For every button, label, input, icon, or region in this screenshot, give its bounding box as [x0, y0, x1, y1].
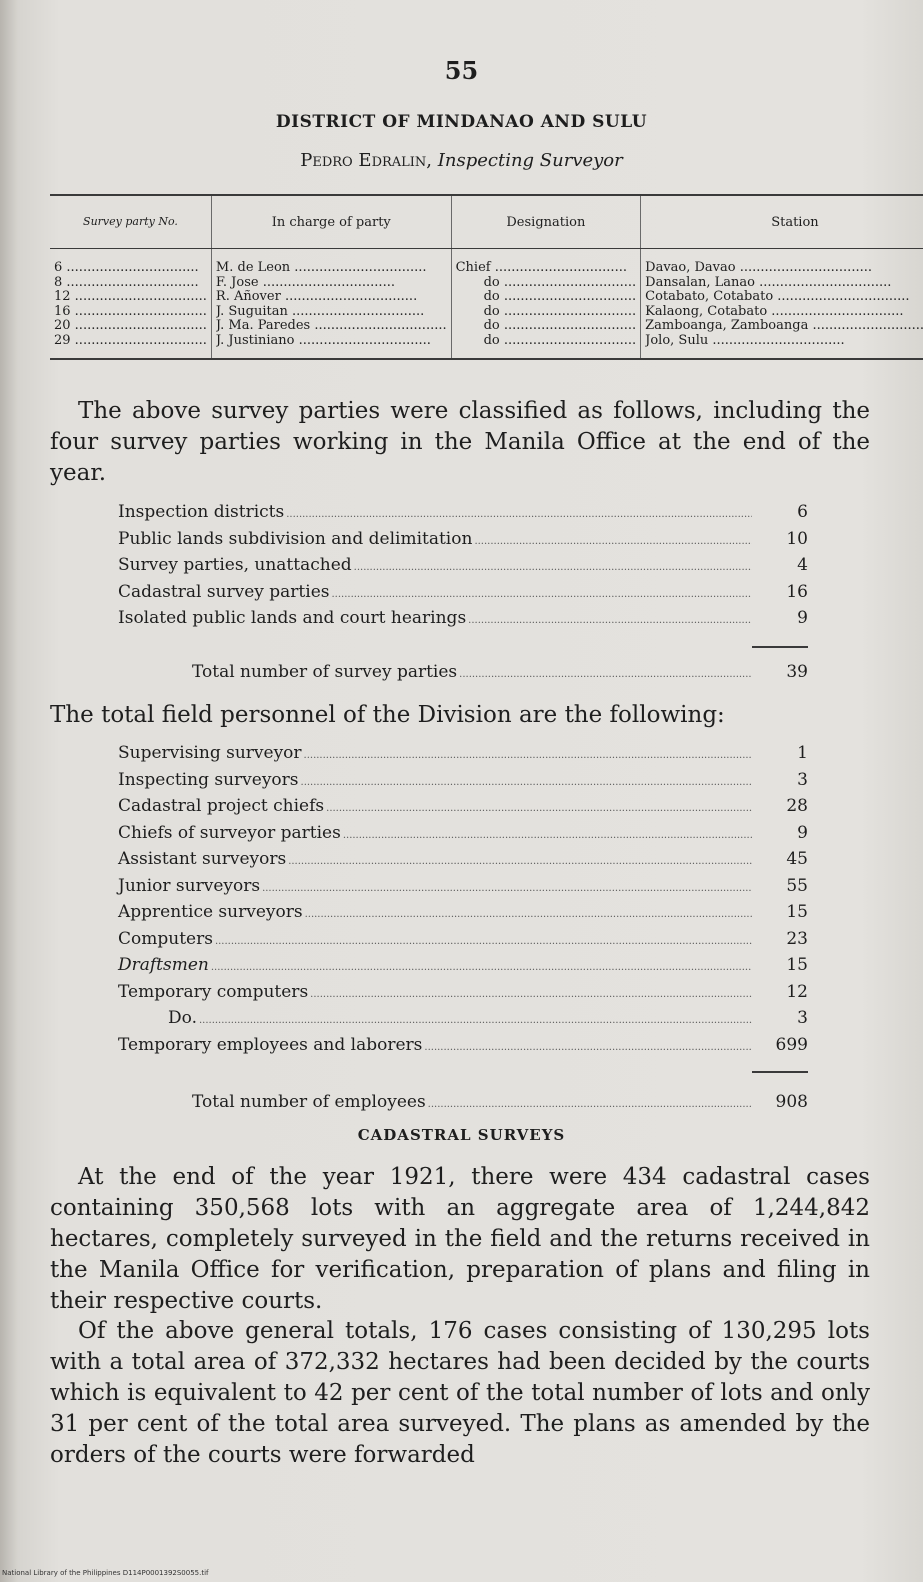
- list-item: Draftsmen ..... 15: [118, 955, 808, 982]
- column-party-no: 6 ..... 8 ..... 12 ..... 16 ..... 20 ..... 29 .....: [50, 249, 211, 360]
- header-survey-party-no: Survey party No.: [50, 195, 211, 249]
- paragraph-court-decisions: Of the above general totals, 176 cases consisting of 130,295 lots with a total area of 372,332 hectares had been decided by the courts which is equivalent to 42 per cent of the total number of lots and only 31 per cent of the total area surveyed. The plans as amended by the orders of the courts were forwarded: [50, 1318, 870, 1468]
- page-number: 55: [444, 56, 479, 85]
- paragraph-personnel-intro: The total field personnel of the Division are the following:: [50, 702, 725, 728]
- scan-footer-note: National Library of the Philippines D114P0001392S0055.tif: [2, 1569, 209, 1577]
- district-title: DISTRICT OF MINDANAO AND SULU: [275, 112, 648, 132]
- list-item: Do. ..... 3: [118, 1008, 808, 1035]
- list-item: Supervising surveyor ..... 1: [118, 743, 808, 770]
- list-item: Junior surveyors ..... 55: [118, 876, 808, 903]
- personnel-total: Total number of employees ..... 908: [192, 1092, 808, 1112]
- list-item: Isolated public lands and court hearings ..... 9: [118, 608, 808, 635]
- list-item: Inspecting surveyors ..... 3: [118, 770, 808, 797]
- paragraph-cadastral-cases: At the end of the year 1921, there were 434 cadastral cases containing 350,568 lots with an aggregate area of 1,244,842 hectares, completely surveyed in the field and the returns received in the Manila Office for verification, preparation of plans and filing in their respective courts.: [50, 1164, 870, 1314]
- column-station: Davao, Davao ..... Dansalan, Lanao ..... Cotabato, Cotabato ..... Kalaong, Cotabato ..... Zamboanga, Zamboanga ..... Jolo, Sulu .....: [641, 249, 923, 360]
- list-item: Cadastral project chiefs ..... 28: [118, 796, 808, 823]
- list-item: Cadastral survey parties ..... 16: [118, 582, 808, 609]
- total-rule: [752, 646, 808, 648]
- list-item: Inspection districts ..... 6: [118, 502, 808, 529]
- header-designation: Designation: [451, 195, 641, 249]
- list-item: Temporary employees and laborers ..... 699: [118, 1035, 808, 1062]
- list-item: Public lands subdivision and delimitation ..... 10: [118, 529, 808, 556]
- total-rule: [752, 1071, 808, 1073]
- column-in-charge: M. de Leon ..... F. Jose ..... R. Añover ..... J. Suguitan ..... J. Ma. Paredes ..... J. Justiniano .....: [211, 249, 451, 360]
- list-item: Assistant surveyors ..... 45: [118, 849, 808, 876]
- inspector-line: [0, 150, 923, 171]
- inspector-name: Pedro Edralin,: [300, 150, 433, 171]
- section-heading: CADASTRAL SURVEYS: [357, 1126, 566, 1144]
- classification-total: Total number of survey parties ..... 39: [192, 662, 808, 682]
- table-row: [50, 249, 923, 360]
- survey-parties-table: [50, 194, 923, 360]
- list-item: Temporary computers ..... 12: [118, 982, 808, 1009]
- inspector-title: Inspecting Surveyor: [437, 150, 623, 171]
- list-item: Apprentice surveyors ..... 15: [118, 902, 808, 929]
- header-in-charge: In charge of party: [211, 195, 451, 249]
- list-item: Chiefs of surveyor parties ..... 9: [118, 823, 808, 850]
- paragraph-classification-intro: The above survey parties were classified as follows, including the four survey parties working in the Manila Office at the end of the year.: [50, 398, 870, 486]
- list-item: Survey parties, unattached ..... 4: [118, 555, 808, 582]
- header-station: Station: [641, 195, 923, 249]
- list-item: Computers ..... 23: [118, 929, 808, 956]
- column-designation: Chief ..... do ..... do ..... do ..... do ..... do .....: [451, 249, 641, 360]
- table-header-row: [50, 195, 923, 249]
- personnel-list: [118, 743, 808, 1061]
- classification-list: [118, 502, 808, 635]
